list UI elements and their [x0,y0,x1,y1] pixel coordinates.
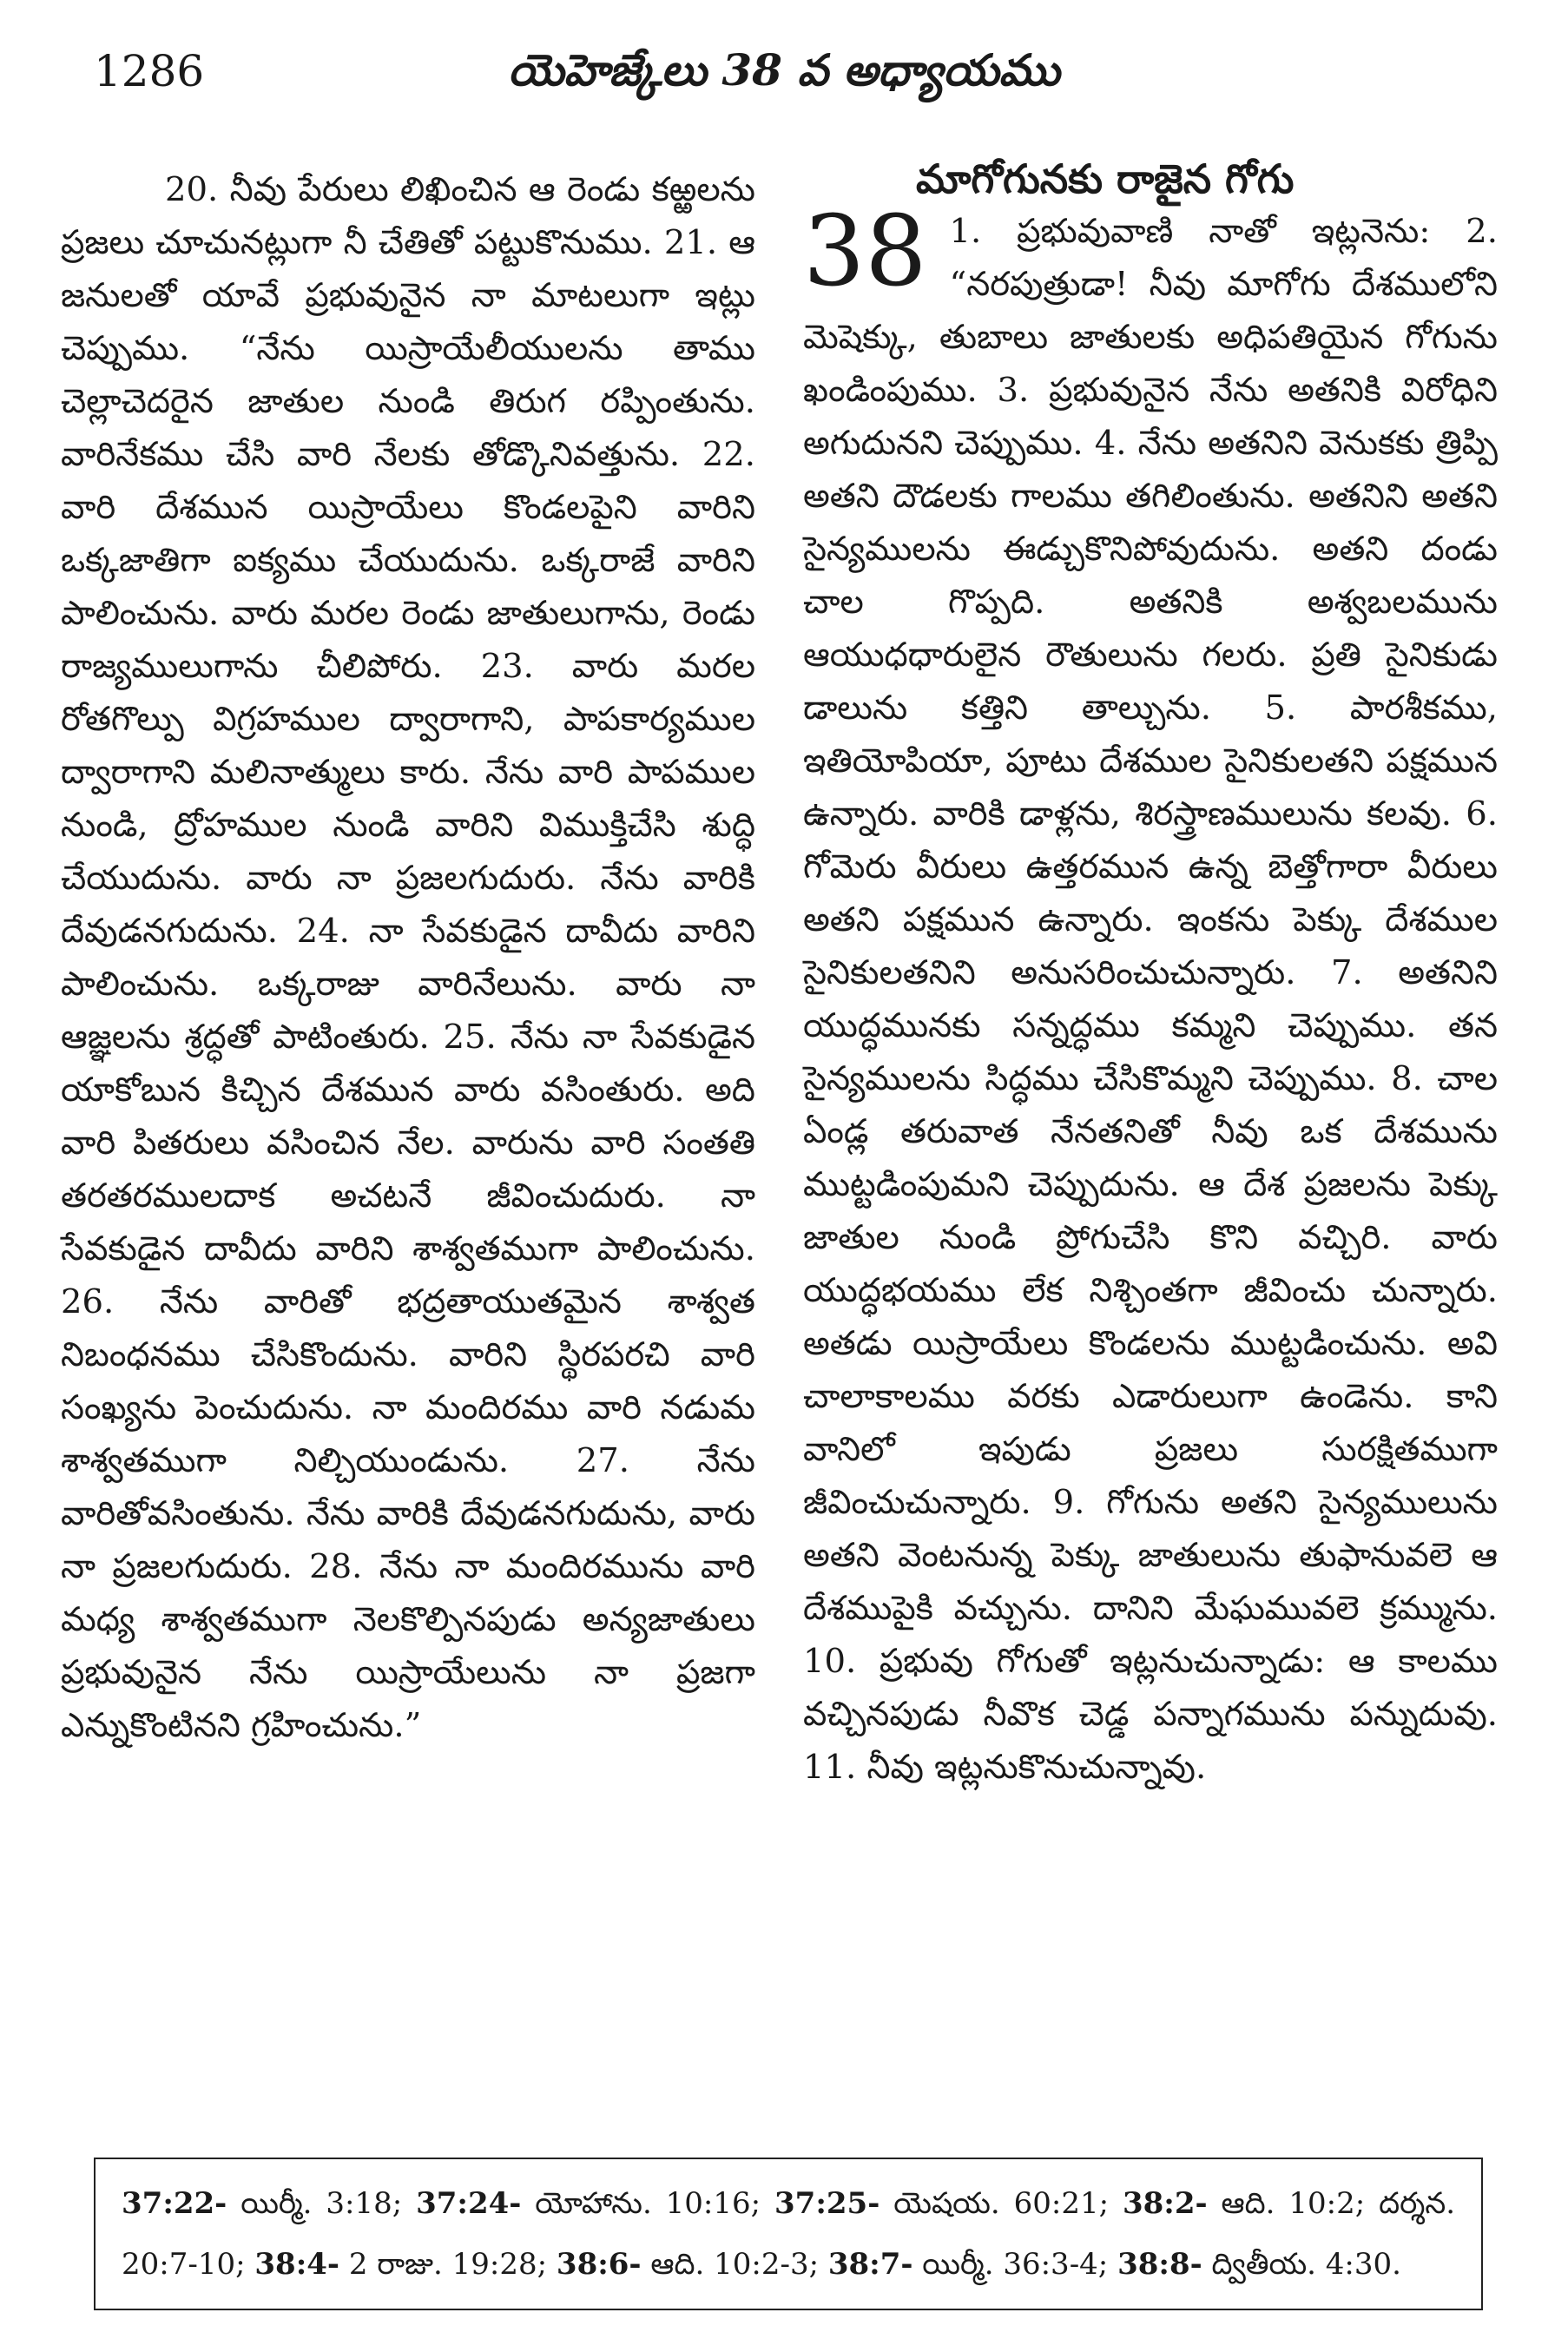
cross-reference-key: 38:2- [1122,2186,1208,2221]
chapter-number: 38 [803,195,927,308]
cross-reference-item [557,2247,828,2282]
cross-reference-text: 2 రాజు. 19:28; [339,2247,557,2282]
page-number: 1286 [94,46,205,96]
cross-reference-item [1117,2247,1401,2282]
cross-reference-key: 37:24- [416,2186,522,2221]
cross-references [94,2158,1483,2310]
cross-reference-item [416,2186,774,2221]
cross-reference-item [774,2186,1123,2221]
running-title: యెహెజ్కేలు 38 వ అధ్యాయము [508,44,1060,96]
cross-reference-item [828,2247,1117,2282]
section-heading: మాగోగునకు రాజైన గోగు [916,155,1295,202]
cross-reference-item [122,2186,416,2221]
cross-reference-key: 38:7- [827,2247,913,2282]
cross-reference-key: 38:6- [556,2247,642,2282]
cross-reference-text: యిర్మీ. 36:3-4; [912,2247,1118,2282]
left-column [61,163,755,1752]
cross-reference-text: యోహాను. 10:16; [521,2186,775,2221]
cross-reference-text: ఆది. 10:2-3; [641,2247,828,2282]
right-column-text: 1. ప్రభువువాణి నాతో ఇట్లనెను: 2. “నరపుత్రుడా! నీవు మాగోగు దేశములోని మెషెక్కు, తుబాలు జాతులకు అధిపతియైన గోగును ఖండింపుము. 3. ప్రభువునైన నేను అతనికి విరోధిని అగుదునని చెప్పుము. 4. నేను అతనిని వెనుకకు త్రిప్పి అతని దౌడలకు గాలము తగిలింతును. అతనిని అతని సైన్యములను ఈడ్చుకొనిపోవుదును. అతని దండు చాల గొప్పది. అతనికి అశ్వబలమును ఆయుధధారులైన రౌతులును గలరు. ప్రతి సైనికుడు డాలును కత్తిని తాల్చును. 5. పారశీకము, ఇతియోపియా, పూటు దేశముల సైనికులతని పక్షమున ఉన్నారు. వారికి డాళ్లను, శిరస్త్రాణములును కలవు. 6. గోమెరు వీరులు ఉత్తరమున ఉన్న బెత్తోగారా వీరులు అతని పక్షమున ఉన్నారు. ఇంకను పెక్కు దేశముల సైనికులతనిని అనుసరించుచున్నారు. 7. అతనిని యుద్ధమునకు సన్నద్ధము కమ్మని చెప్పుము. తన సైన్యములను సిద్ధము చేసికొమ్మని చెప్పుము. 8. చాల ఏండ్ల తరువాత నేనతనితో నీవు ఒక దేశమును ముట్టడింపుమని చెప్పుదును. ఆ దేశ ప్రజలను పెక్కు జాతుల నుండి ప్రోగుచేసి కొని వచ్చిరి. వారు యుద్ధభయము లేక నిశ్చింతగా జీవించు చున్నారు. అతడు యిస్రాయేలు కొండలను ముట్టడించును. అవి చాలాకాలము వరకు ఎడారులుగా ఉండెను. కాని వానిలో ఇపుడు ప్రజలు సురక్షితముగా జీవించుచున్నారు. 9. గోగును అతని సైన్యములును అతని వెంటనున్న పెక్కు జాతులును తుఫానువలె ఆ దేశముపైకి వచ్చును. దానిని మేఘమువలె క్రమ్మును. 10. ప్రభువు గోగుతో ఇట్లనుచున్నాడు: ఆ కాలము వచ్చినపుడు నీవొక చెడ్డ పన్నాగమును పన్నుదువు. 11. నీవు ఇట్లనుకొనుచున్నావు. [803,212,1498,1787]
cross-reference-key: 37:25- [774,2186,880,2221]
cross-reference-key: 38:4- [254,2247,340,2282]
cross-reference-key: 38:8- [1117,2247,1202,2282]
left-column-text: 20. నీవు పేరులు లిఖించిన ఆ రెండు కఱ్ఱలను ప్రజలు చూచునట్లుగా నీ చేతితో పట్టుకొనుము. 21. ఆ జనులతో యావే ప్రభువునైన నా మాటలుగా ఇట్లు చెప్పుము. “నేను యిస్రాయేలీయులను తాము చెల్లాచెదరైన జాతుల నుండి తిరుగ రప్పింతును. వారినేకము చేసి వారి నేలకు తోడ్కొనివత్తును. 22. వారి దేశమున యిస్రాయేలు కొండలపైని వారిని ఒక్కజాతిగా ఐక్యము చేయుదును. ఒక్కరాజే వారిని పాలించును. వారు మరల రెండు జాతులుగాను, రెండు రాజ్యములుగాను చీలిపోరు. 23. వారు మరల రోతగొల్పు విగ్రహముల ద్వారాగాని, పాపకార్యముల ద్వారాగాని మలినాత్ములు కారు. నేను వారి పాపముల నుండి, ద్రోహముల నుండి వారిని విముక్తిచేసి శుద్ధి చేయుదును. వారు నా ప్రజలగుదురు. నేను వారికి దేవుడనగుదును. 24. నా సేవకుడైన దావీదు వారిని పాలించును. ఒక్కరాజు వారినేలును. వారు నా ఆజ్ఞలను శ్రద్ధతో పాటింతురు. 25. నేను నా సేవకుడైన యాకోబున కిచ్చిన దేశమున వారు వసింతురు. అది వారి పితరులు వసించిన నేల. వారును వారి సంతతి తరతరములదాక అచటనే జీవించుదురు. నా సేవకుడైన దావీదు వారిని శాశ్వతముగా పాలించును. 26. నేను వారితో భద్రతాయుతమైన శాశ్వత నిబంధనము చేసికొందును. వారిని స్థిరపరచి వారి సంఖ్యను పెంచుదును. నా మందిరము వారి నడుమ శాశ్వతముగా నిల్చియుండును. 27. నేను వారితోవసింతును. నేను వారికి దేవుడనగుదును, వారు నా ప్రజలగుదురు. 28. నేను నా మందిరమును వారి మధ్య శాశ్వతముగా నెలకొల్పినపుడు అన్యజాతులు ప్రభువునైన నేను యిస్రాయేలును నా ప్రజగా ఎన్నుకొంటినని గ్రహించును.” [61,170,755,1745]
cross-reference-text: ఆది. 10:2; దర్శన. 20:7-10; [122,2186,1456,2282]
cross-reference-text: యిర్మీ. 3:18; [227,2186,417,2221]
cross-reference-text: ద్వితీయ. 4:30. [1202,2247,1401,2282]
right-column [803,155,1498,1794]
cross-reference-text: యెషయ. 60:21; [880,2186,1123,2221]
cross-reference-item [254,2247,557,2282]
cross-reference-key: 37:22- [122,2186,227,2221]
